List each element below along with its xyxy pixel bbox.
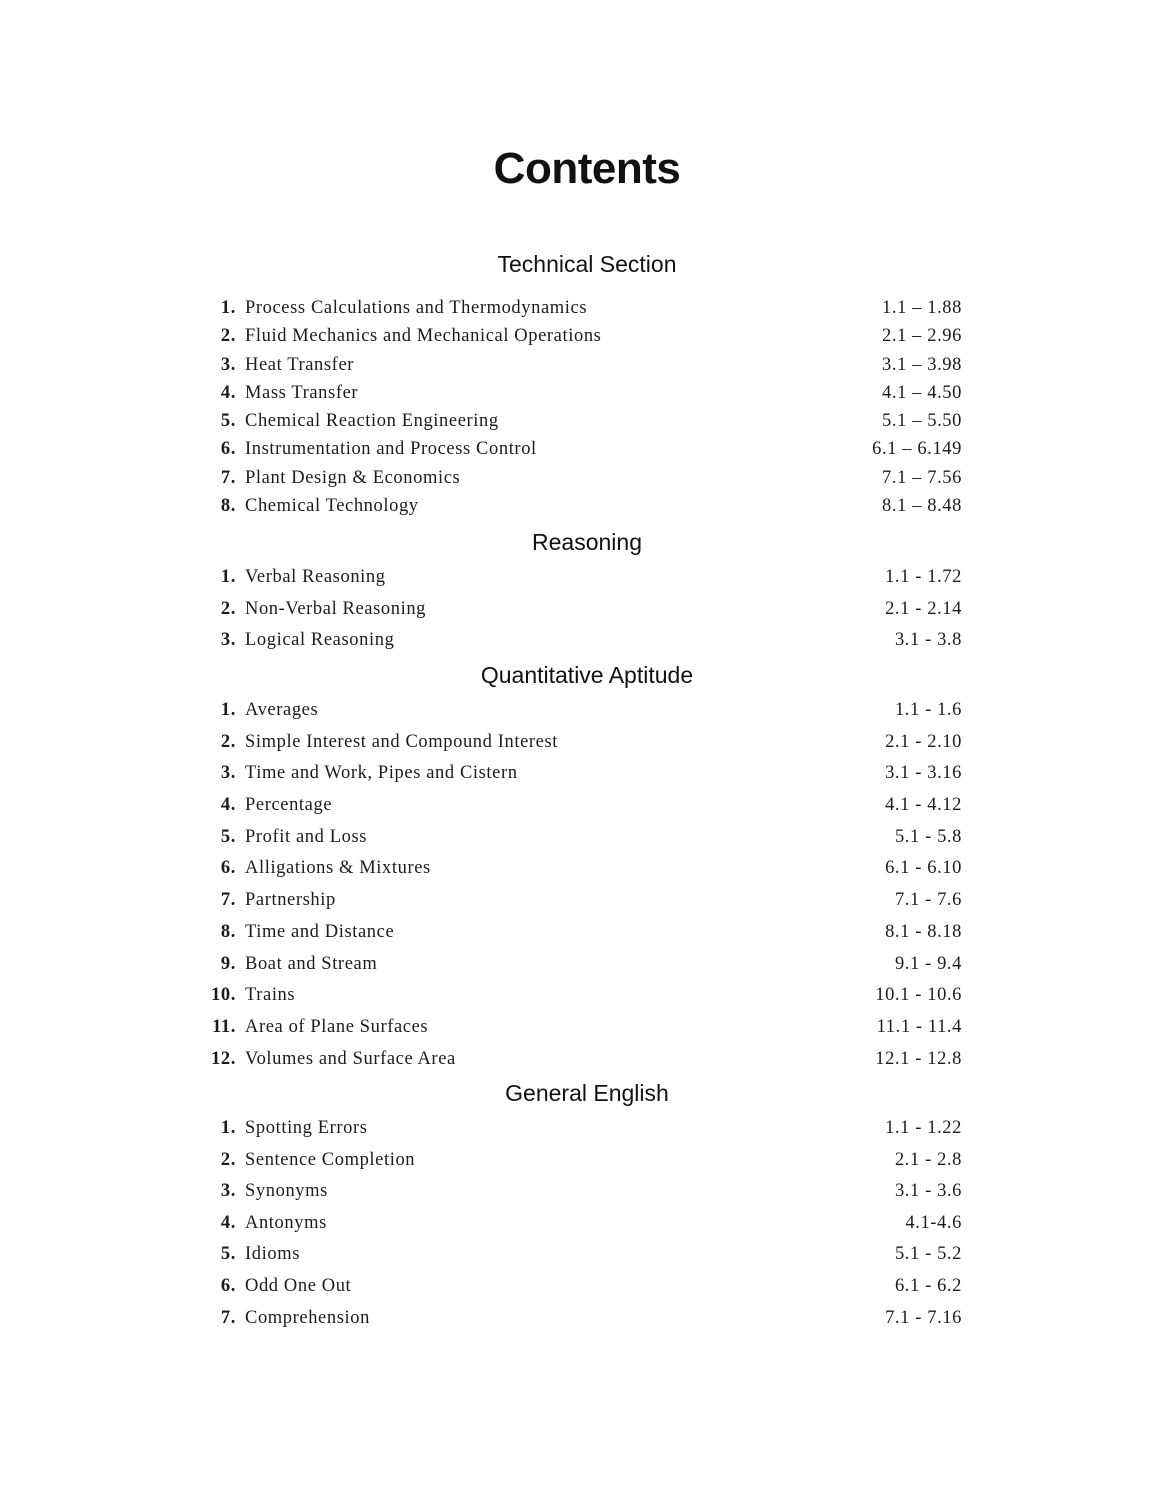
section-heading: General English [505,1080,669,1106]
entry-title: Simple Interest and Compound Interest [245,731,559,752]
toc-entry[interactable] [0,379,1174,407]
toc-entry[interactable] [0,464,1174,492]
section-general-english [0,1078,1174,1338]
entry-pages: 4.1 - 4.12 [885,795,962,816]
entry-pages: 1.1 – 1.88 [882,298,962,318]
entry-title: Odd One Out [245,1275,352,1296]
entry-pages: 5.1 - 5.8 [894,826,962,847]
toc-entry[interactable] [0,917,1174,949]
toc-entry[interactable] [0,1113,1174,1145]
section-heading: Technical Section [497,251,677,277]
entry-pages: 11.1 - 11.4 [876,1016,962,1037]
entry-title: Comprehension [245,1307,370,1328]
section-technical [0,249,1174,521]
toc-entry[interactable] [0,758,1174,790]
entry-number: 5. [220,1244,236,1265]
toc-list [0,294,1174,520]
entry-title: Idioms [245,1244,300,1265]
entry-number: 4. [220,382,236,403]
entry-title: Instrumentation and Process Control [245,439,537,460]
entry-pages: 6.1 - 6.10 [885,858,962,879]
toc-entry[interactable] [0,562,1174,594]
entry-title: Time and Work, Pipes and Cistern [245,763,518,784]
entry-pages: 5.1 - 5.2 [894,1244,962,1265]
toc-entry[interactable] [0,351,1174,379]
entry-pages: 2.1 - 2.10 [885,731,962,752]
entry-title: Chemical Technology [245,496,419,517]
entry-pages: 3.1 – 3.98 [882,354,962,375]
toc-entry[interactable] [0,435,1174,463]
entry-number: 7. [220,890,236,911]
entry-pages: 12.1 - 12.8 [875,1048,962,1069]
entry-number: 2. [220,326,236,347]
entry-number: 1. [220,1118,236,1138]
toc-entry[interactable] [0,1176,1174,1208]
toc-entry[interactable] [0,853,1174,885]
entry-title: Mass Transfer [245,382,359,403]
entry-pages: 2.1 - 2.8 [894,1149,962,1170]
entry-number: 2. [220,598,236,619]
entry-number: 3. [220,354,236,375]
section-quantitative-aptitude [0,660,1174,1078]
entry-number: 3. [220,763,236,784]
toc-list [0,562,1174,657]
entry-pages: 3.1 - 3.6 [894,1181,962,1202]
entry-pages: 7.1 - 7.6 [894,890,962,911]
entry-pages: 4.1 – 4.50 [882,382,962,403]
entry-title: Synonyms [245,1181,328,1202]
entry-title: Heat Transfer [245,354,355,375]
toc-entry[interactable] [0,1145,1174,1177]
toc-entry[interactable] [0,885,1174,917]
entry-pages: 6.1 – 6.149 [872,439,962,460]
entry-title: Averages [245,700,319,720]
entry-pages: 9.1 - 9.4 [894,953,962,974]
entry-pages: 3.1 - 3.16 [885,763,962,784]
entry-pages: 2.1 - 2.14 [885,598,962,619]
entry-title: Alligations & Mixtures [245,858,431,879]
entry-title: Fluid Mechanics and Mechanical Operations [245,326,602,347]
entry-pages: 8.1 – 8.48 [882,496,962,517]
entry-number: 8. [220,496,236,517]
entry-pages: 8.1 - 8.18 [885,921,962,942]
toc-entry[interactable] [0,594,1174,626]
toc-list [0,1113,1174,1334]
toc-entry[interactable] [0,1239,1174,1271]
entry-pages: 1.1 - 1.72 [885,567,962,587]
toc-entry[interactable] [0,322,1174,350]
toc-entry[interactable] [0,492,1174,520]
entry-number: 4. [220,795,236,816]
toc-entry[interactable] [0,1208,1174,1240]
toc-entry[interactable] [0,407,1174,435]
entry-number: 10. [211,985,236,1006]
entry-number: 5. [220,411,236,432]
entry-number: 6. [220,1275,236,1296]
entry-pages: 10.1 - 10.6 [875,985,962,1006]
entry-number: 2. [220,1149,236,1170]
entry-title: Percentage [245,795,333,816]
entry-number: 9. [220,953,236,974]
toc-entry[interactable] [0,625,1174,657]
entry-number: 7. [220,1307,236,1328]
section-heading: Reasoning [532,529,642,555]
entry-number: 7. [220,467,236,488]
toc-list [0,695,1174,1075]
entry-number: 4. [220,1212,236,1233]
entry-number: 6. [220,439,236,460]
entry-number: 3. [220,630,236,651]
entry-pages: 7.1 - 7.16 [885,1307,962,1328]
entry-number: 6. [220,858,236,879]
entry-number: 1. [220,700,236,720]
toc-entry[interactable] [0,822,1174,854]
entry-pages: 4.1-4.6 [905,1212,962,1233]
entry-title: Antonyms [245,1212,327,1233]
toc-entry[interactable] [0,1271,1174,1303]
section-heading: Quantitative Aptitude [480,662,694,688]
entry-pages: 1.1 - 1.22 [885,1118,962,1138]
entry-title: Time and Distance [245,921,395,942]
entry-title: Plant Design & Economics [245,467,461,488]
toc-entry[interactable] [0,980,1174,1012]
page-title: Contents [493,144,681,193]
entry-number: 2. [220,731,236,752]
entry-title: Profit and Loss [245,826,368,847]
toc-entry[interactable] [0,727,1174,759]
toc-entry[interactable] [0,1303,1174,1335]
entry-number: 5. [220,826,236,847]
entry-title: Trains [245,985,296,1006]
entry-title: Non-Verbal Reasoning [245,598,427,619]
entry-title: Partnership [245,890,336,911]
entry-number: 3. [220,1181,236,1202]
entry-pages: 6.1 - 6.2 [894,1275,962,1296]
entry-title: Spotting Errors [245,1118,368,1138]
toc-entry[interactable] [0,790,1174,822]
entry-title: Area of Plane Surfaces [245,1016,429,1037]
section-reasoning [0,527,1174,659]
entry-title: Process Calculations and Thermodynamics [245,298,588,318]
toc-entry[interactable] [0,695,1174,727]
entry-title: Boat and Stream [245,953,378,974]
entry-number: 12. [211,1048,236,1069]
entry-pages: 2.1 – 2.96 [882,326,962,347]
entry-title: Sentence Completion [245,1149,416,1170]
entry-title: Volumes and Surface Area [245,1048,456,1069]
toc-entry[interactable] [0,949,1174,981]
entry-number: 11. [212,1016,236,1037]
toc-entry[interactable] [0,1044,1174,1076]
toc-entry[interactable] [0,1012,1174,1044]
entry-pages: 1.1 - 1.6 [894,700,962,720]
entry-title: Verbal Reasoning [245,567,386,587]
entry-number: 1. [220,298,236,318]
entry-pages: 5.1 – 5.50 [882,411,962,432]
entry-title: Logical Reasoning [245,630,395,651]
entry-pages: 3.1 - 3.8 [894,630,962,651]
toc-entry[interactable] [0,294,1174,322]
entry-pages: 7.1 – 7.56 [882,467,962,488]
entry-number: 1. [220,567,236,587]
entry-number: 8. [220,921,236,942]
entry-title: Chemical Reaction Engineering [245,411,499,432]
